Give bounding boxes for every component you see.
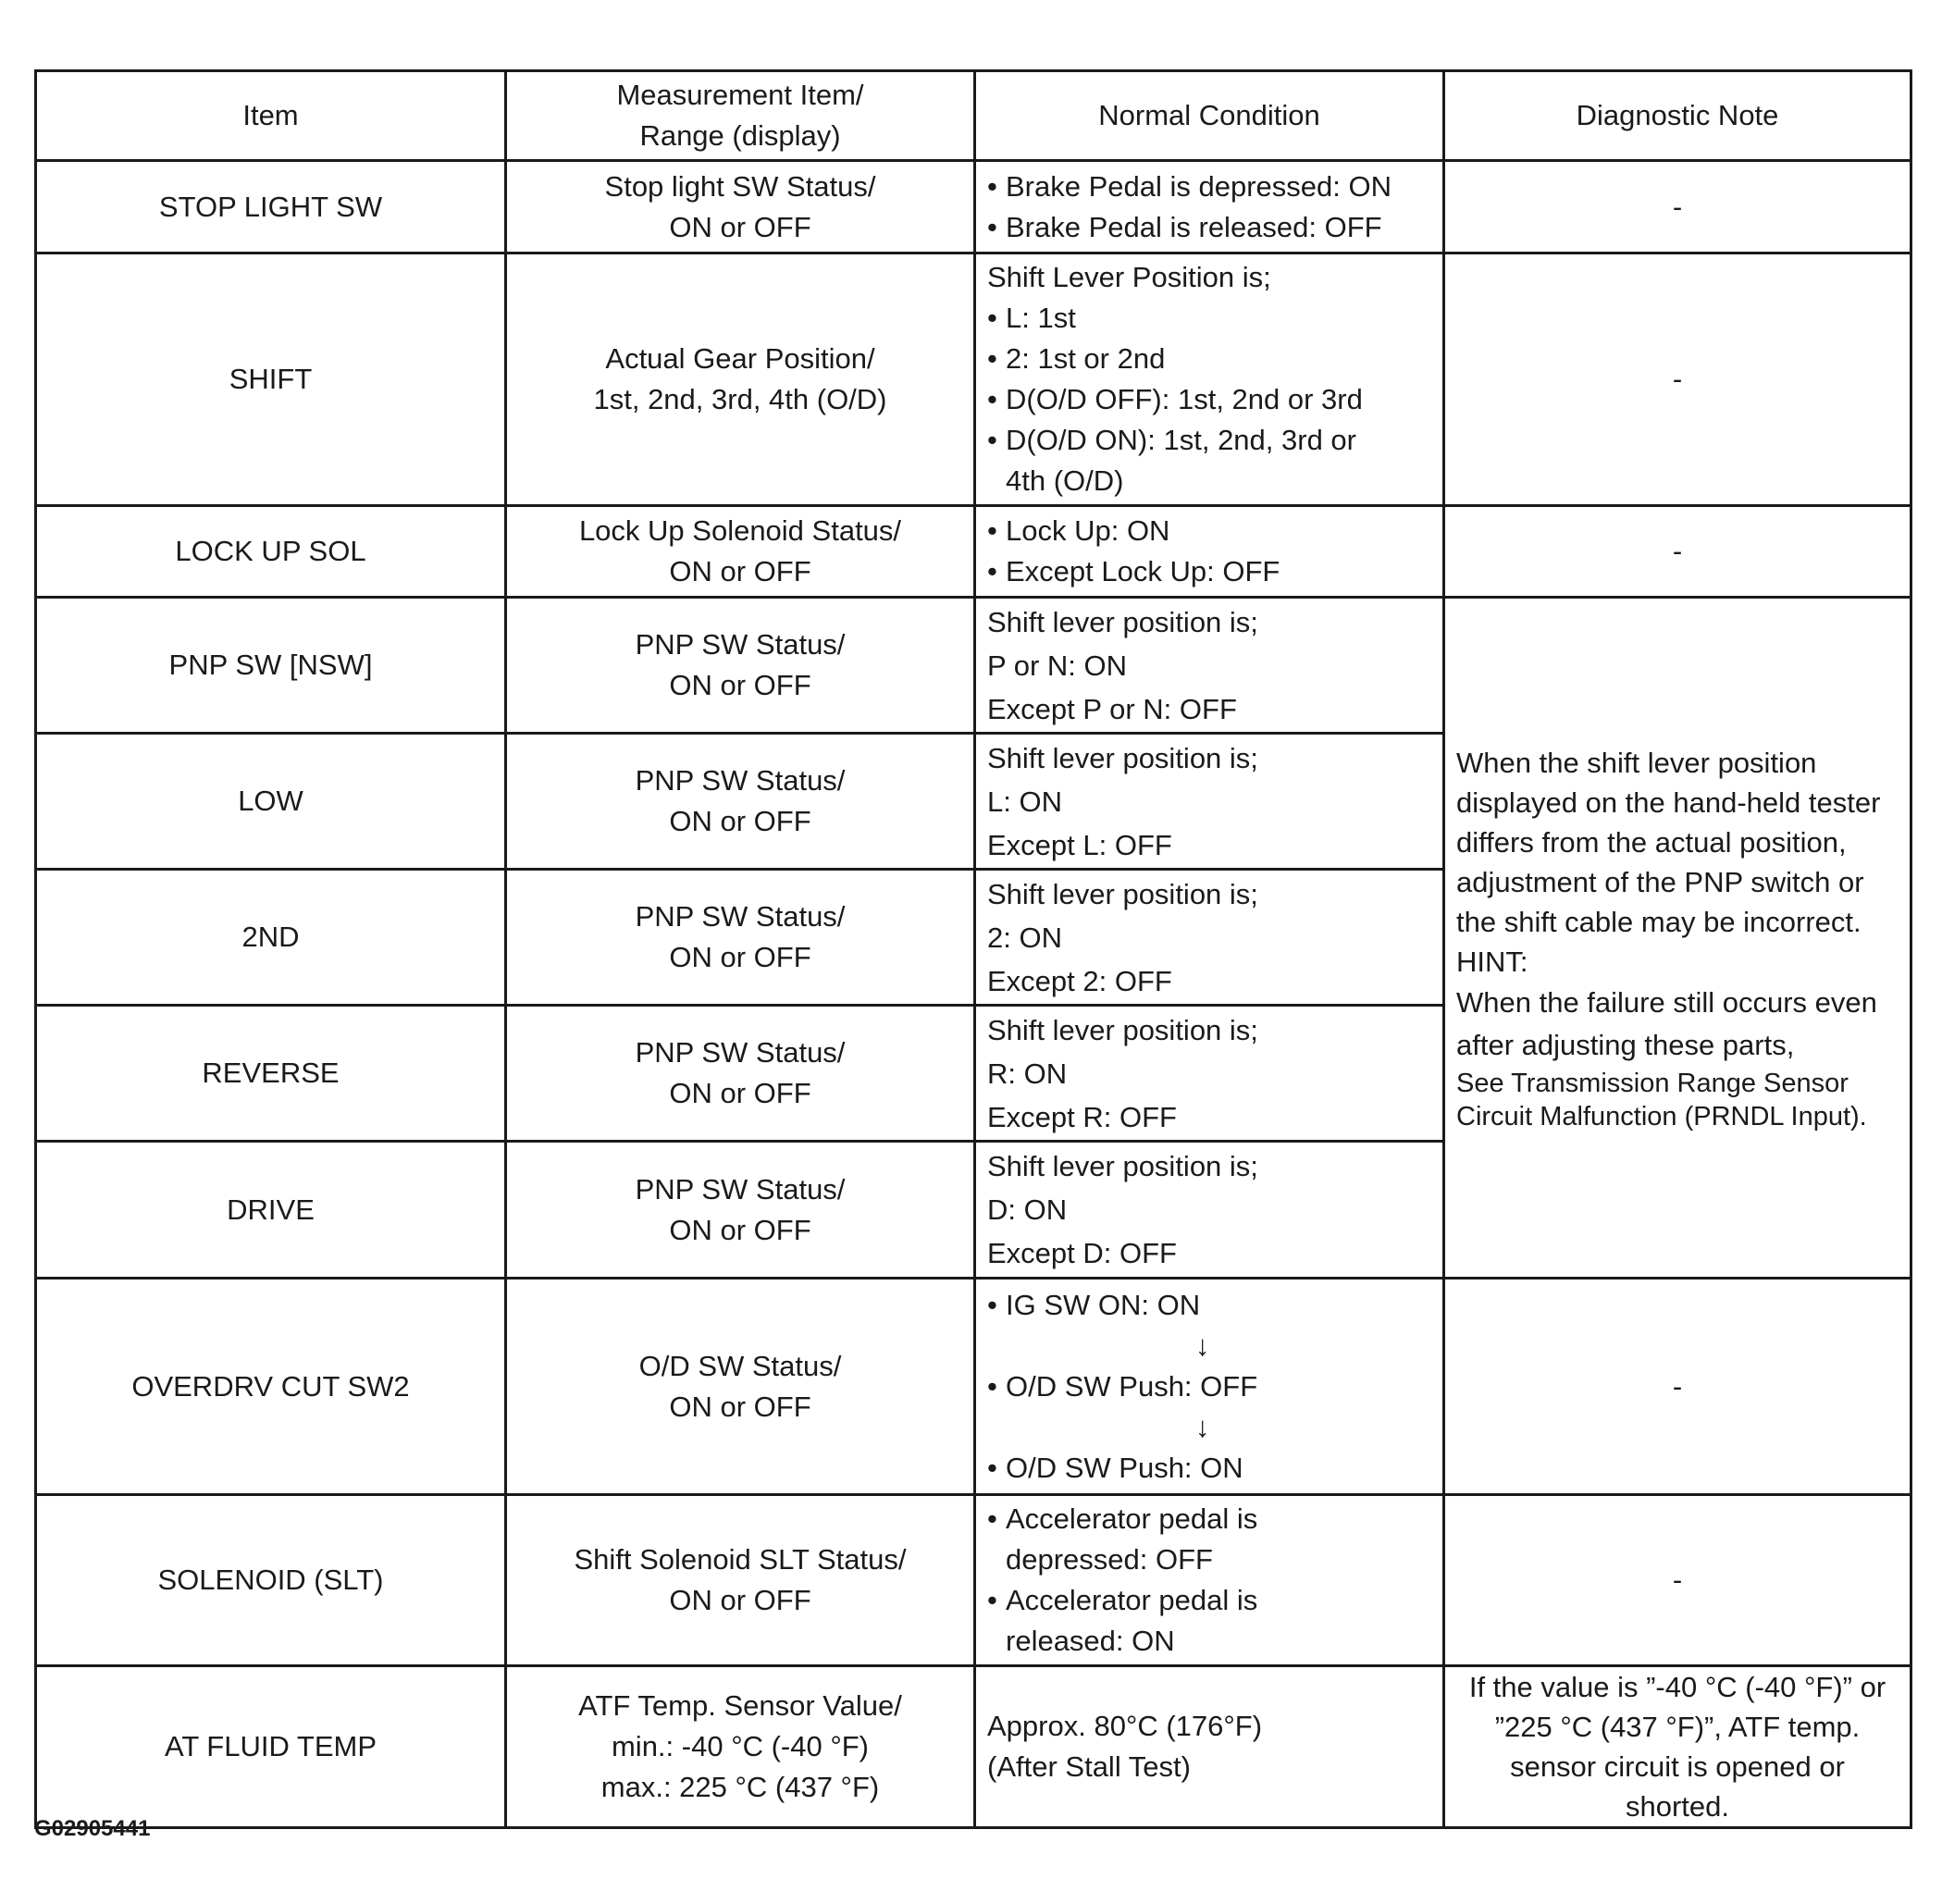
measurement-line: ON or OFF <box>669 1390 811 1423</box>
table-row <box>36 506 1911 598</box>
table-row <box>36 598 1911 734</box>
item-cell: SHIFT <box>36 253 506 506</box>
note-cell: - <box>1444 161 1911 253</box>
header-normal-condition: Normal Condition <box>975 71 1444 161</box>
condition-bullet: • O/D SW Push: OFF <box>987 1366 1431 1407</box>
condition-line: Except D: OFF <box>987 1237 1177 1269</box>
condition-line: Shift lever position is; <box>987 1013 1258 1046</box>
item-cell: STOP LIGHT SW <box>36 161 506 253</box>
condition-cell <box>975 253 1444 506</box>
measurement-cell <box>506 870 975 1006</box>
condition-cell <box>975 1142 1444 1279</box>
condition-bullet: • 2: 1st or 2nd <box>987 339 1431 379</box>
measurement-line: PNP SW Status/ <box>635 628 846 661</box>
condition-cell <box>975 1495 1444 1666</box>
measurement-line: Actual Gear Position/ <box>605 342 875 375</box>
measurement-line: ATF Temp. Sensor Value/ <box>578 1689 902 1722</box>
header-measurement <box>506 71 975 161</box>
condition-bullet: • Accelerator pedal is depressed: OFF <box>987 1499 1431 1580</box>
condition-bullet: • D(O/D OFF): 1st, 2nd or 3rd <box>987 379 1431 420</box>
condition-bullet: • O/D SW Push: ON <box>987 1448 1431 1489</box>
note-cell: - <box>1444 1279 1911 1495</box>
measurement-cell <box>506 1495 975 1666</box>
condition-bullet: • Brake Pedal is released: OFF <box>987 207 1431 248</box>
condition-bullet: • D(O/D ON): 1st, 2nd, 3rd or 4th (O/D) <box>987 420 1431 501</box>
figure-code: G02905441 <box>34 1816 151 1841</box>
item-cell: DRIVE <box>36 1142 506 1279</box>
measurement-line: ON or OFF <box>669 805 811 837</box>
measurement-cell <box>506 1006 975 1142</box>
condition-bullet: • Accelerator pedal is released: ON <box>987 1580 1431 1662</box>
measurement-cell <box>506 1666 975 1828</box>
condition-cell <box>975 1279 1444 1495</box>
table-row <box>36 161 1911 253</box>
measurement-line: PNP SW Status/ <box>635 764 846 797</box>
condition-line: R: ON <box>987 1057 1068 1090</box>
measurement-line: ON or OFF <box>669 1213 811 1246</box>
condition-line: Except L: OFF <box>987 828 1172 861</box>
measurement-line: ON or OFF <box>669 210 811 243</box>
condition-bullet: • Brake Pedal is depressed: ON <box>987 167 1431 207</box>
condition-line: Shift lever position is; <box>987 605 1258 638</box>
item-cell: PNP SW [NSW] <box>36 598 506 734</box>
data-list-table <box>34 69 1912 1829</box>
measurement-line: Lock Up Solenoid Status/ <box>578 514 902 547</box>
condition-cell <box>975 1006 1444 1142</box>
header-measurement-line1: Measurement Item/ <box>616 79 864 111</box>
condition-cell <box>975 1666 1444 1828</box>
condition-line: Shift lever position is; <box>987 877 1258 910</box>
condition-bullet: • L: 1st <box>987 298 1431 339</box>
note-reference: See Transmission Range Sensor Circuit Malfunction (PRNDL Input). <box>1456 1068 1867 1131</box>
measurement-cell <box>506 161 975 253</box>
pnp-diagnostic-note-cell <box>1444 598 1911 1279</box>
item-cell: LOW <box>36 734 506 870</box>
condition-bullet: • IG SW ON: ON <box>987 1285 1431 1326</box>
note-cell: If the value is ”-40 °C (-40 °F)” or ”225 °C (437 °F)”, ATF temp. sensor circuit is opened or shorted. <box>1444 1666 1911 1828</box>
item-cell: AT FLUID TEMP <box>36 1666 506 1828</box>
condition-line: 2: ON <box>987 921 1062 954</box>
measurement-cell <box>506 1142 975 1279</box>
condition-line: Except P or N: OFF <box>987 692 1237 725</box>
measurement-cell <box>506 1279 975 1495</box>
note-paragraph: When the failure still occurs even after adjusting these parts, <box>1456 985 1877 1061</box>
down-arrow-icon: ↓ <box>1195 1410 1210 1443</box>
item-cell: LOCK UP SOL <box>36 506 506 598</box>
condition-line: D: ON <box>987 1193 1068 1226</box>
measurement-line: max.: 225 °C (437 °F) <box>600 1771 880 1803</box>
condition-cell <box>975 734 1444 870</box>
condition-cell <box>975 870 1444 1006</box>
measurement-cell <box>506 734 975 870</box>
condition-bullet: • Except Lock Up: OFF <box>987 551 1431 592</box>
header-row <box>36 71 1911 161</box>
note-paragraph: When the shift lever position displayed on the hand-held tester differs from the actual position, adjustment of the PNP switch or the shift cable may be incorrect. <box>1456 746 1881 938</box>
condition-line: Shift lever position is; <box>987 741 1258 774</box>
measurement-cell <box>506 506 975 598</box>
table-row <box>36 253 1911 506</box>
measurement-line: PNP SW Status/ <box>635 1172 846 1205</box>
measurement-line: ON or OFF <box>669 941 811 973</box>
measurement-line: Stop light SW Status/ <box>604 169 876 203</box>
down-arrow-icon: ↓ <box>1195 1329 1210 1362</box>
item-cell: 2ND <box>36 870 506 1006</box>
note-cell: - <box>1444 1495 1911 1666</box>
item-cell: REVERSE <box>36 1006 506 1142</box>
measurement-line: O/D SW Status/ <box>638 1349 842 1382</box>
header-diagnostic-note: Diagnostic Note <box>1444 71 1911 161</box>
condition-line: Shift lever position is; <box>987 1150 1258 1182</box>
condition-cell <box>975 598 1444 734</box>
condition-cell <box>975 161 1444 253</box>
note-hint-label: HINT: <box>1456 945 1528 978</box>
item-cell: OVERDRV CUT SW2 <box>36 1279 506 1495</box>
header-item: Item <box>36 71 506 161</box>
condition-line: L: ON <box>987 785 1062 818</box>
condition-bullet: • Lock Up: ON <box>987 511 1431 551</box>
condition-line: P or N: ON <box>987 649 1128 682</box>
measurement-line: Shift Solenoid SLT Status/ <box>574 1543 907 1576</box>
table-row <box>36 1495 1911 1666</box>
item-cell: SOLENOID (SLT) <box>36 1495 506 1666</box>
condition-line: (After Stall Test) <box>987 1750 1191 1783</box>
condition-line: Except R: OFF <box>987 1100 1177 1133</box>
header-measurement-line2: Range (display) <box>639 119 841 152</box>
measurement-cell <box>506 598 975 734</box>
condition-cell <box>975 506 1444 598</box>
table-row <box>36 1666 1911 1828</box>
measurement-line: 1st, 2nd, 3rd, 4th (O/D) <box>593 383 887 415</box>
measurement-line: ON or OFF <box>669 1584 811 1616</box>
measurement-line: ON or OFF <box>669 555 811 587</box>
measurement-line: ON or OFF <box>669 669 811 701</box>
measurement-cell <box>506 253 975 506</box>
table-row <box>36 1279 1911 1495</box>
note-cell: - <box>1444 253 1911 506</box>
measurement-line: PNP SW Status/ <box>635 900 846 933</box>
condition-intro: Shift Lever Position is; <box>987 261 1271 293</box>
measurement-line: min.: -40 °C (-40 °F) <box>611 1730 869 1762</box>
measurement-line: PNP SW Status/ <box>635 1036 846 1069</box>
condition-line: Approx. 80°C (176°F) <box>987 1710 1263 1742</box>
measurement-line: ON or OFF <box>669 1077 811 1109</box>
note-cell: - <box>1444 506 1911 598</box>
condition-line: Except 2: OFF <box>987 964 1172 997</box>
